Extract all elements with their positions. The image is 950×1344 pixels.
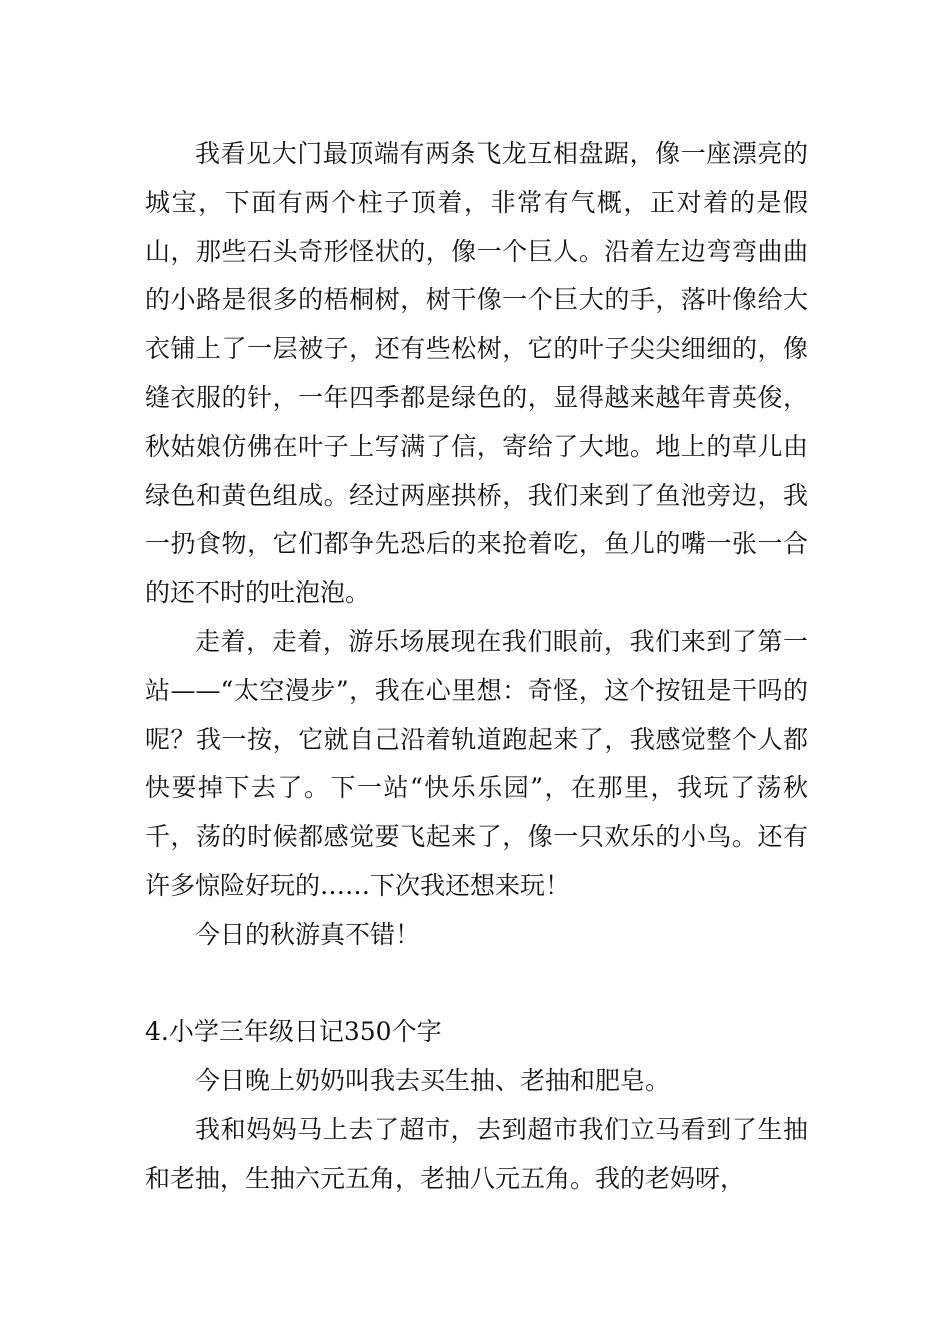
section-heading: 4.小学三年级日记350个字 <box>145 1017 442 1047</box>
paragraph-supermarket: 我和妈妈马上去了超市，去到超市我们立马看到了生抽和老抽，生抽六元五角，老抽八元五角。我的老妈呀， <box>145 1114 808 1193</box>
paragraph-errand: 今日晚上奶奶叫我去买生抽、老抽和肥皂。 <box>195 1066 671 1096</box>
paragraph-closing: 今日的秋游真不错！ <box>195 919 421 949</box>
paragraph-park-gate: 我看见大门最顶端有两条飞龙互相盘踞，像一座漂亮的城宝，下面有两个柱子顶着，非常有气概，正对着的是假山，那些石头奇形怪状的，像一个巨人。沿着左边弯弯曲曲的小路是很多的梧桐树，树干像一个巨大的手，落叶像给大衣铺上了一层被子，还有些松树，它的叶子尖尖细细的，像缝衣服的针，一年四季都是绿色的，显得越来越年青英俊，秋姑娘仿佛在叶子上写满了信，寄给了大地。地上的草儿由绿色和黄色组成。经过两座拱桥，我们来到了鱼池旁边，我一扔食物，它们都争先恐后的来抢着吃，鱼儿的嘴一张一合的还不时的吐泡泡。 <box>145 139 808 608</box>
paragraph-amusement-park: 走着，走着，游乐场展现在我们眼前，我们来到了第一站——“太空漫步”，我在心里想：奇怪，这个按钮是干吗的呢？我一按，它就自己沿着轨道跑起来了，我感觉整个人都快要掉下去了。下一站“快乐乐园”，在那里，我玩了荡秋千，荡的时候都感觉要飞起来了，像一只欢乐的小鸟。还有许多惊险好玩的……下次我还想来玩！ <box>145 626 808 900</box>
